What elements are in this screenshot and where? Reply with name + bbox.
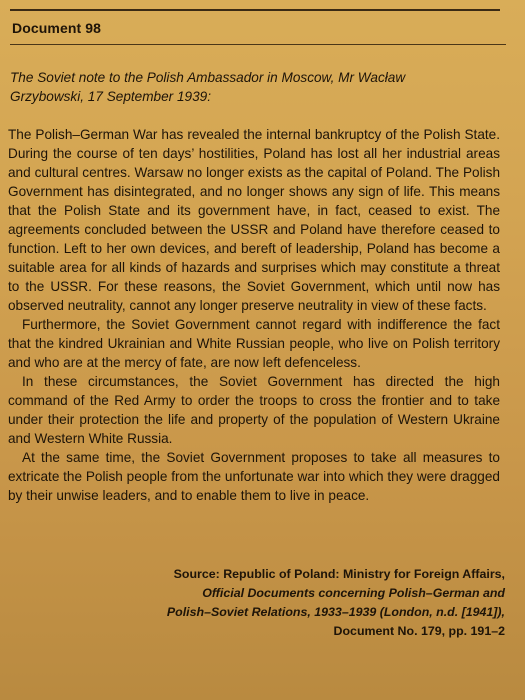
source-line: Polish–Soviet Relations, 1933–1939 (London, n.d. [1941]), (166, 605, 505, 619)
intro-line: The Soviet note to the Polish Ambassador in Moscow, Mr Wacław (10, 70, 406, 85)
document-intro (10, 68, 502, 106)
source-line: Source: Republic of Poland: Ministry for Foreign Affairs, (173, 567, 505, 581)
body-paragraph: Furthermore, the Soviet Government cannot regard with indifference the fact that the kindred Ukrainian and White Russian people, who live on Polish territory and who are at the mercy of fate, are now left defenceless. (8, 317, 500, 370)
header-rule (10, 44, 506, 45)
source-line: Document No. 179, pp. 191–2 (333, 624, 505, 638)
document-label: Document 98 (12, 20, 102, 36)
intro-line: Grzybowski, 17 September 1939: (10, 89, 211, 104)
document-body (8, 125, 500, 505)
source-citation (85, 565, 505, 641)
body-paragraph: At the same time, the Soviet Government proposes to take all measures to extricate the Polish people from the unfortunate war into which they were dragged by their unwise leaders, and to enable them to live in peace. (8, 450, 500, 503)
source-line: Official Documents concerning Polish–German and (202, 586, 505, 600)
body-paragraph: In these circumstances, the Soviet Government has directed the high command of the Red Army to order the troops to cross the frontier and to take under their protection the life and property of the population of Western Ukraine and Western White Russia. (8, 374, 500, 446)
top-rule (10, 9, 500, 11)
body-paragraph: The Polish–German War has revealed the internal bankruptcy of the Polish State. During the course of ten days’ hostilities, Poland has lost all her industrial areas and cultural centres. Warsaw no longer exists as the capital of Poland. The Polish Government has disintegrated, and no longer shows any sign of life. This means that the Polish State and its government have, in fact, ceased to exist. The agreements concluded between the USSR and Poland have therefore ceased to function. Left to her own devices, and bereft of leadership, Poland has become a suitable area for all kinds of hazards and surprises which may constitute a threat to the USSR. For these reasons, the Soviet Government, which until now has observed neutrality, cannot any longer preserve neutrality in view of these facts. (8, 127, 500, 313)
